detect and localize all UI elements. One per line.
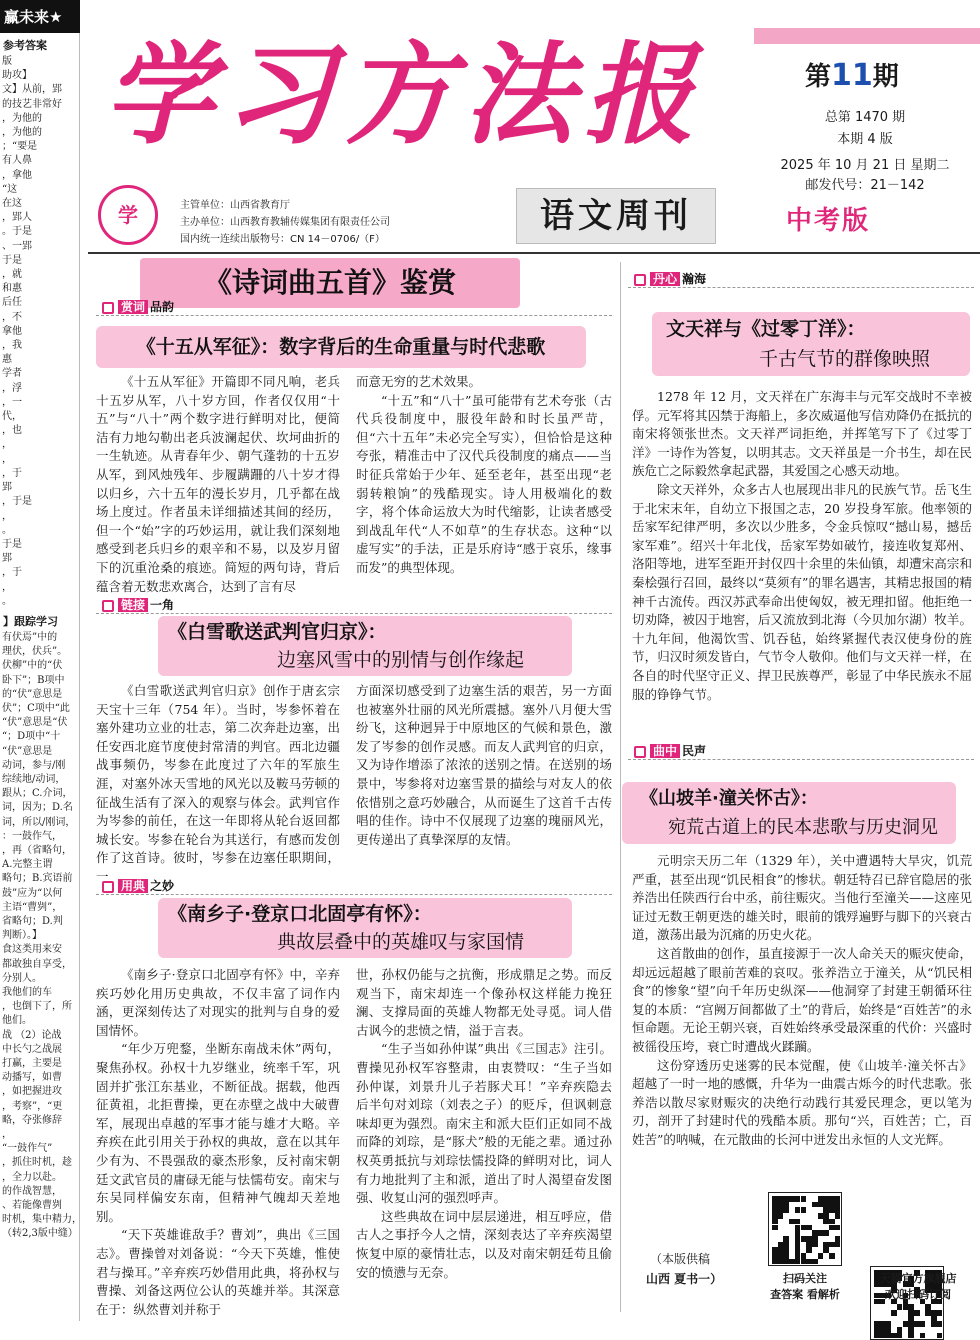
strip-line: 时机，集中精力，	[2, 1214, 82, 1226]
section-label-1	[96, 298, 612, 316]
postal-code: 邮发代号：21－142	[805, 178, 925, 193]
paragraph: 《十五从军征》开篇即不同凡响，老兵十五岁从军，八十岁方回，作者仅仅用“十五”与“八十”两个数字进行鲜明对比，便简洁有力地勾勒出老兵波澜起伏、坎坷曲折的一生轨迹。从青春年少、朝气蓬勃的十五岁从军，到风烛残年、步履蹒跚的八十岁才得以归乡，六十五年的漫长岁月，几乎都在战场上度过。作者虽未详细描述其间的经历，但一个“始”字的巧妙运用，就让我们深刻地感受到老兵归乡的艰辛和不易，以及岁月留下的沉重沧桑的痕迹。简短的两句诗，背后蕴含着无数悲欢离合，达到了言有尽	[96, 374, 340, 594]
credit-line-2: 山西 夏书一）	[646, 1272, 723, 1286]
issue-prefix: 第	[805, 62, 832, 92]
paragraph: 《白雪歌送武判官归京》创作于唐玄宗天宝十三年（754 年）。当时，岑参怀着在塞外建功立业的壮志，第二次奔赴边塞，出任安西北庭节度使封常清的判官。西北边疆战事频仍，岑参在此度过了六年的军旅生涯，对塞外冰天雪地的风光以及鞍马劳顿的征战生活有了深入的观察与体会。武判官作为岑参的前任，在这一年即将从轮台返回都城长安。岑参在轮台为其送行，有感而发创作了这首诗。彼时，岑参在边塞任职期间，一	[96, 683, 340, 884]
article-5-title-line2: 宛荒古道上的民本悲歌与历史洞见	[668, 817, 938, 838]
article-3-right-col	[356, 966, 612, 1314]
qr-module	[806, 1247, 812, 1253]
strip-line: 动词，参与/刚	[2, 759, 66, 771]
strip-line: 助攻】	[2, 70, 32, 82]
strip-line: ，于是	[2, 496, 32, 508]
section-label-3	[96, 877, 612, 895]
strip-line: 、一郢	[2, 240, 32, 252]
qr-module	[829, 1253, 835, 1259]
strip-line: ，再（省略句，	[2, 844, 72, 856]
strip-line: 战 （2）论战	[2, 1029, 62, 1041]
strip-line: 动播写，如曹	[2, 1072, 62, 1084]
strip-line: 鼓”应为“以何	[2, 887, 63, 899]
strip-line: 主语“曹刿”，	[2, 901, 63, 913]
strip-line: 卧下”；B项中	[2, 674, 65, 686]
strip-line: 有伏焉”中的	[2, 631, 58, 643]
qr-module	[908, 1333, 914, 1339]
paragraph: “年少万兜鍪，坐断东南战未休”两句，聚焦孙权。孙权十九岁继业，统率千军，巩固并扩张江东基业，不断征战。据载，他西征黄祖，北拒曹操，更在赤壁之战中大破曹军，展现出卓越的军事才能与雄才大略。辛弃疾在此引用关于孙权的典故，意在以其年少有为、不畏强敌的豪杰形象，反衬南宋朝廷文武官员的庸碌无能与怯懦苟安。南宋与东吴同样偏安东南，但精神气魄却天差地别。	[96, 1041, 340, 1224]
logo-badge	[98, 185, 158, 245]
strip-line: ，郢人	[2, 212, 32, 224]
issue-suffix: 期	[872, 62, 899, 92]
strip-line: 跟从；C.介词，	[2, 788, 73, 800]
article-4-title	[652, 312, 970, 376]
qr-module	[914, 1310, 920, 1316]
strip-line: ，拿他	[2, 169, 32, 181]
article-2-left-col	[96, 682, 340, 884]
paragraph: 《南乡子·登京口北固亭有怀》中，辛弃疾巧妙化用历史典故，不仅丰富了词作内涵，更深刻传达了对现实的批判与自身的爱国情怀。	[96, 967, 340, 1038]
article-1-right-col	[356, 373, 612, 591]
article-5-body	[632, 852, 972, 1170]
paragraph: 方面深切感受到了边塞生活的艰苦，另一方面也被塞外壮丽的风光所震撼。塞外八月便大雪纷飞，这种迥异于中原地区的气候和景色，激发了岑参的创作灵感。而友人武判官的归京，又为诗作增添了浓浓的送别之情。在送别的场景中，岑参将对边塞雪景的描绘与对友人的依依惜别之意巧妙融合，从而诞生了这首千古传唱的佳作。诗中不仅展现了边塞的瑰丽风光，更传递出了真挚深厚的友情。	[356, 683, 612, 847]
strip-line: ，就	[2, 269, 22, 281]
strip-line: 综续地/动词，	[2, 773, 66, 785]
qr-module	[891, 1310, 897, 1316]
article-1-title: 《十五从军征》：数字背后的生命重量与时代悲歌	[96, 326, 586, 368]
article-5-title	[622, 782, 956, 844]
section-rest: 民声	[682, 744, 707, 758]
strip-heading: 参考答案	[3, 39, 47, 52]
strip-line: “这	[2, 183, 18, 195]
section-key: 丹心	[650, 272, 680, 286]
article-2-title-line2: 边塞风雪中的别情与创作缘起	[276, 649, 524, 671]
strip-line: 伏柳”中的“伏	[2, 660, 63, 672]
section-icon	[102, 302, 114, 314]
cn-number: 国内统一连续出版物号：CN 14－0706/（F）	[180, 234, 385, 245]
strip-tag: 赢未来★	[0, 0, 80, 33]
qr-caption-1b: 查答案 看解析	[770, 1288, 840, 1301]
paragraph: 元明宗天历二年（1329 年），关中遭遇特大旱灾，饥荒严重，甚至出现“饥民相食”的惨状。朝廷特召已辞官隐居的张养浩出任陕西行台中丞，前往赈灾。当他行至潼关——这座见证过无数王朝更迭的雄关时，眼前的饿殍遍野与脚下的兴衰古道，激荡出最为沉痛的历史火花。	[632, 853, 972, 943]
strip-line: 判断）。】	[2, 930, 42, 942]
strip-line: 惠	[2, 354, 12, 366]
strip-line: 伏”；C项中“此	[2, 702, 70, 714]
qr-module	[772, 1225, 778, 1231]
section-rest: 一角	[150, 598, 175, 612]
article-2-title-line1: 《白雪歌送武判官归京》：	[168, 621, 387, 643]
strip-line: 他们。	[2, 1015, 32, 1027]
article-3-title-line1: 《南乡子·登京口北固亭有怀》：	[168, 903, 432, 925]
page-count: 本期 4 版	[837, 132, 893, 147]
strip-line: ，考察”，“更	[2, 1100, 63, 1112]
strip-line: 词，因为；D.名	[2, 802, 73, 814]
qr-module	[783, 1207, 789, 1213]
strip-line: 分别人。	[2, 972, 42, 984]
strip-line: 的“伏”意思是	[2, 688, 63, 700]
article-4-title-line2: 千古气节的群像映照	[758, 348, 930, 370]
paragraph: “天下英雄谁敌手？曹刘”，典出《三国志》。曹操曾对刘备说：“今天下英雄，惟使君与操耳。”辛弃疾巧妙借用此典，将孙权与曹操、刘备这两位公认的英雄并举。其深意在于：纵然曹刘并称于	[96, 1227, 340, 1317]
strip-line: 有人鼻	[2, 155, 32, 167]
section-rest: 品韵	[150, 300, 175, 314]
article-3-title	[158, 898, 572, 958]
qr-module	[835, 1242, 841, 1248]
qr-module	[835, 1225, 841, 1231]
article-2-title	[158, 616, 572, 676]
strip-line: 。	[2, 595, 12, 607]
strip-heading: 】跟踪学习	[3, 614, 58, 628]
qr-module	[920, 1321, 926, 1327]
strip-line: 版	[2, 56, 12, 67]
weekly-label: 语文周刊	[516, 188, 716, 244]
section-label-2	[96, 596, 612, 614]
strip-line: ，如把握进攻	[2, 1086, 62, 1098]
strip-line: 我他们的车	[2, 987, 52, 998]
strip-line: 。	[2, 524, 12, 536]
issue-num: 11	[831, 58, 873, 93]
strip-line: ，	[2, 510, 12, 522]
article-5-title-line1: 《山坡羊·潼关怀古》：	[640, 788, 818, 809]
left-continuation-strip	[0, 0, 80, 1321]
qr-module	[823, 1230, 829, 1236]
strip-line: ，为他的	[2, 112, 42, 124]
strip-line: ，也	[2, 425, 22, 437]
strip-line: ，	[2, 453, 12, 465]
section-key: 链接	[118, 598, 148, 612]
strip-line: ；“要是	[2, 141, 38, 153]
strip-line: 在这	[2, 198, 22, 210]
strip-line: ，全力以赴。	[2, 1171, 62, 1183]
paragraph: “生子当如孙仲谋”典出《三国志》注引。曹操见孙权军容整肃，由衷赞叹：“生子当如孙仲谋，刘景升儿子若豚犬耳！”辛弃疾隐去后半句对刘琮（刘表之子）的贬斥，但讽刺意味却更为强烈。南宋主和派大臣们正如同不战而降的刘琮，是“豚犬”般的无能之辈。通过孙权英勇抵抗与刘琮怯懦投降的鲜明对比，词人有力地批判了主和派，道出了时人渴望奋发图强、收复山河的强烈呼声。	[356, 1041, 612, 1206]
newspaper-title: 学习方法报	[104, 30, 704, 159]
strip-line: 。于是	[2, 226, 32, 238]
strip-line: ，于	[2, 567, 22, 579]
pink-accent-bar	[754, 28, 980, 44]
strip-line: 都敢独自享受，	[2, 958, 72, 970]
section-label-5	[628, 742, 974, 760]
article-4-body	[632, 388, 972, 736]
strip-line: 词，所以/刚词，	[2, 816, 76, 828]
strip-line: ，不	[2, 311, 22, 323]
credit-line-1: （本版供稿	[650, 1252, 711, 1266]
section-icon	[102, 881, 114, 893]
section-icon	[102, 600, 114, 612]
strip-text	[0, 37, 82, 1242]
qr-code-answers[interactable]	[768, 1192, 842, 1266]
strip-line: 后任	[2, 297, 22, 309]
paragraph: 而意无穷的艺术效果。	[356, 374, 482, 389]
paragraph: “十五”和“八十”虽可能带有艺术夸张（古代兵役制度中，服役年龄和时长虽严苛，但“六十五年”未必完全写实），但恰恰是这种夸张，精准击中了汉代兵役制度的痛点——当时征兵常始于少年、延至老年，甚至出现“老弱转粮饷”的残酷现实。诗人用极端化的数字，将个体命运放大为时代缩影，让读者感受到战乱年代“人不如草”的生存状态。这种“以虚写实”的手法，正是乐府诗“感于哀乐，缘事而发”的典型体现。	[356, 392, 612, 575]
total-issue: 总第 1470 期	[824, 110, 906, 125]
strip-line: 代，	[2, 411, 22, 423]
qr-module	[812, 1242, 818, 1248]
strip-line: 省略句；D.判	[2, 915, 63, 927]
strip-line: 理伏，伏兵”。	[2, 646, 68, 658]
paragraph: 除文天祥外，众多古人也展现出非凡的民族气节。岳飞生于北宋末年，自幼立下报国之志，20 岁投身军旅。他率领的岳家军纪律严明，多次以少胜多，令金兵惊叹“撼山易，撼岳家军难”。绍兴十年北伐，岳家军势如破竹，接连收复郑州、洛阳等地，进军至距开封仅四十余里的朱仙镇，却遭宋高宗和秦桧强行召回，最终以“莫须有”的罪名遇害，其精忠报国的精神千古流传。西汉苏武奉命出使匈奴，被无理扣留。他拒绝一切劝降，被囚于地窖，后又流放到北海（今贝加尔湖）牧羊。十九年间，他渴饮雪、饥吞毡，始终紧握代表汉使身份的旌节，归汉时须发皆白，气节令人敬仰。他们与文天祥一样，在各自的时代坚守正义、捍卫民族尊严，彰显了中华民族永不屈服的铮铮气节。	[632, 481, 972, 702]
strip-line: 学者	[2, 368, 22, 380]
section-label-4	[628, 270, 974, 288]
section-key: 用典	[118, 879, 148, 893]
qr-module	[801, 1196, 807, 1202]
strip-line: 的技艺非常好	[2, 98, 62, 110]
qr-module	[812, 1259, 818, 1265]
section-key: 曲中	[650, 744, 680, 758]
qr-caption-2b: 欢迎扫码订阅	[885, 1288, 951, 1301]
main-banner: 《诗词曲五首》鉴赏	[140, 258, 520, 308]
section-rest: 之妙	[150, 879, 175, 893]
qr-module	[937, 1310, 943, 1316]
qr-module	[897, 1333, 903, 1339]
paragraph: 这些典故在词中层层递进，相互呼应，借古人之事抒今人之情，深刻表达了辛弃疾渴望恢复中原的豪情壮志，以及对南宋朝廷苟且偷安的愤懑与无奈。	[356, 1208, 612, 1280]
masthead-rule	[88, 252, 980, 254]
sponsor-2: 主办单位：山西教育教辅传媒集团有限责任公司	[180, 217, 390, 228]
strip-line: 食这类用来安	[2, 944, 62, 956]
paragraph: 这份穿透历史迷雾的民本觉醒，使《山坡羊·潼关怀古》超越了一时一地的感慨，升华为一曲震古烁今的时代悲歌。张养浩以散尽家财赈灾的决绝行动践行其爱民理念，更以笔为刃，剖开了封建时代的残酷本质。那句“兴，百姓苦；亡，百姓苦”的呐喊，在元散曲的长河中迸发出永恒的人文光辉。	[632, 1057, 972, 1147]
strip-line: ，浮	[2, 382, 22, 394]
strip-line: “伏”意思是“伏	[2, 717, 68, 729]
article-1-left-col	[96, 373, 340, 594]
strip-line: ，	[2, 439, 12, 451]
strip-line: ，	[2, 581, 12, 593]
strip-line: ：一鼓作气，	[2, 830, 62, 842]
strip-line: 打赢，主要是	[2, 1058, 62, 1070]
section-key: 赏词	[118, 300, 148, 314]
section-rest: 瀚海	[682, 272, 707, 286]
paragraph: 世，孙权仍能与之抗衡，形成鼎足之势。而反观当下，南宋却连一个像孙权这样能力挽狂澜、支撑局面的英雄人物都无处寻觅。词人借古讽今的悲愤之情，溢于言表。	[356, 967, 612, 1038]
article-2-right-col	[356, 682, 612, 870]
strip-line: （转2,3版中缝）	[2, 1228, 78, 1240]
article-3-left-col	[96, 966, 340, 1317]
strip-line: 、若能像曹刿	[2, 1200, 62, 1212]
article-4-title-line1: 文天祥与《过零丁洋》：	[666, 318, 866, 340]
article-3-title-line2: 典故层叠中的英雄叹与家国情	[276, 931, 524, 953]
date: 2025 年 10 月 21 日 星期二	[780, 158, 950, 173]
edition-label: 中考版	[786, 206, 871, 236]
section-icon	[634, 746, 646, 758]
qr-module	[937, 1333, 943, 1339]
strip-line: ，抓住时机，趁	[2, 1157, 72, 1169]
strip-line: 于是	[2, 254, 22, 266]
qr-module	[835, 1213, 841, 1219]
strip-line: ，也倒下了，所	[2, 1001, 72, 1013]
strip-line: 郢	[2, 482, 12, 494]
qr-caption-2a: 天猫官方旗舰店	[879, 1272, 957, 1285]
qr-module	[818, 1253, 824, 1259]
strip-line: 略句；B.宾语前	[2, 873, 73, 885]
column-divider	[620, 262, 621, 1312]
strip-line: “伏”意思是	[2, 745, 53, 757]
paragraph: 这首散曲的创作，虽直接源于一次人命关天的赈灾使命，却远远超越了眼前苦难的哀叹。张养浩立于潼关，从“饥民相食”的惨象“望”向千年历史纵深——他洞穿了封建王朝循环往复的本质：“宫阙万间都做了土”的背后，始终是“百姓苦”的永恒命题。无论王朝兴衰，百姓始终承受最深重的代价：兴盛时被徭役压垮，衰亡时遭战火蹂躏。	[632, 945, 972, 1054]
logo-mark: 学	[118, 203, 138, 227]
strip-line: ，于	[2, 467, 22, 479]
qr-caption-1a: 扫码关注	[783, 1272, 827, 1285]
strip-line: 文】从前，郢	[2, 84, 62, 96]
issue-number	[805, 56, 899, 93]
strip-line: ，为他的	[2, 127, 42, 139]
strip-line: “一鼓作气”	[2, 1143, 53, 1155]
strip-line: 拿他	[2, 325, 22, 337]
paragraph: 1278 年 12 月，文天祥在广东海丰与元军交战时不幸被俘。元军将其囚禁于海船上，多次威逼他写信劝降仍在抵抗的南宋将领张世杰。文天祥严词拒绝，并挥笔写下了《过零丁洋》一诗作为答复，以明其志。文天祥虽是一介书生，却在民族危亡之际毅然拿起武器，其爱国之心感天动地。	[632, 389, 972, 479]
qr-module	[778, 1213, 784, 1219]
strip-line: “；D项中“十	[2, 731, 61, 743]
strip-line: A.完整主谓	[2, 859, 53, 871]
strip-line: ，我	[2, 340, 22, 352]
qr-module	[801, 1207, 807, 1213]
strip-line: 和惠	[2, 283, 22, 295]
strip-line: 郢	[2, 553, 12, 565]
strip-line: 于是	[2, 538, 22, 550]
qr-module	[937, 1321, 943, 1327]
strip-line: ，一	[2, 396, 22, 408]
strip-line: 略，夺张修辞	[2, 1114, 62, 1126]
strip-line: 中长勺之战展	[2, 1043, 62, 1055]
qr-module	[920, 1333, 926, 1339]
section-icon	[634, 274, 646, 286]
article-5-tail	[632, 1172, 762, 1232]
strip-line: 的作战智慧，	[2, 1185, 62, 1197]
strip-line: ，	[2, 1129, 12, 1141]
sponsor-1: 主管单位：山西省教育厅	[180, 200, 290, 211]
